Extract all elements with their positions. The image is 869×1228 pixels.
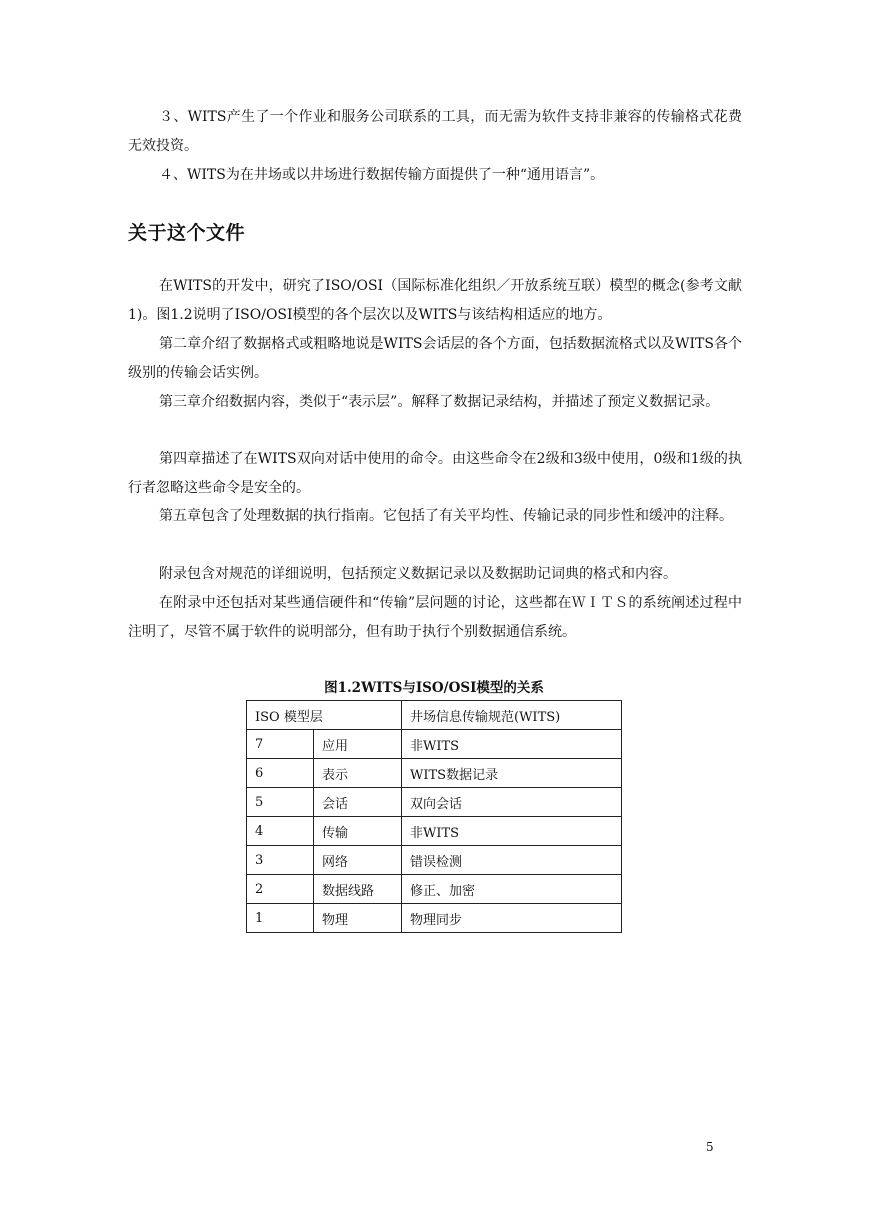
paragraph-item-3: ３、WITS产生了一个作业和服务公司联系的工具，而无需为软件支持非兼容的传输格式花费无效投资。 xyxy=(128,109,742,154)
layer-number: 3 xyxy=(247,846,314,875)
table-header-row xyxy=(247,701,622,730)
paragraph-item-4: ４、WITS为在井场或以井场进行数据传输方面提供了一种“通用语言”。 xyxy=(159,167,605,183)
table-caption: 图1.2WITS与ISO/OSI模型的关系 xyxy=(324,680,544,696)
layer-name: 数据线路 xyxy=(314,875,402,904)
paragraph-chapter-3: 第三章介绍数据内容，类似于“表示层”。解释了数据记录结构，并描述了预定义数据记录。 xyxy=(159,394,720,410)
layer-number: 2 xyxy=(247,875,314,904)
layer-name: 应用 xyxy=(314,730,402,759)
paragraph-chapter-2: 第二章介绍了数据格式或粗略地说是WITS会话层的各个方面，包括数据流格式以及WITS各个级别的传输会话实例。 xyxy=(128,336,742,381)
layer-name: 表示 xyxy=(314,759,402,788)
table-row xyxy=(247,788,622,817)
layer-number: 6 xyxy=(247,759,314,788)
layer-name: 物理 xyxy=(314,904,402,933)
wits-mapping: WITS数据记录 xyxy=(402,759,622,788)
layer-name: 会话 xyxy=(314,788,402,817)
header-wits: 井场信息传输规范(WITS) xyxy=(402,701,622,730)
layer-number: 1 xyxy=(247,904,314,933)
paragraph-chapter-4: 第四章描述了在WITS双向对话中使用的命令。由这些命令在2级和3级中使用，0级和1级的执行者忽略这些命令是安全的。 xyxy=(128,451,742,496)
layer-number: 5 xyxy=(247,788,314,817)
table-row xyxy=(247,904,622,933)
wits-mapping: 非WITS xyxy=(402,730,622,759)
table-row xyxy=(247,875,622,904)
header-iso-layer: ISO 模型层 xyxy=(247,701,402,730)
layer-number: 7 xyxy=(247,730,314,759)
paragraph-appendix-hardware: 在附录中还包括对某些通信硬件和“传输”层问题的讨论，这些都在ＷＩＴＳ的系统阐述过程中注明了，尽管不属于软件的说明部分，但有助于执行个别数据通信系统。 xyxy=(128,595,742,640)
paragraph-appendix: 附录包含对规范的详细说明，包括预定义数据记录以及数据助记词典的格式和内容。 xyxy=(159,566,677,582)
wits-mapping: 非WITS xyxy=(402,817,622,846)
wits-mapping: 修正、加密 xyxy=(402,875,622,904)
section-heading: 关于这个文件 xyxy=(128,222,246,244)
table-row xyxy=(247,817,622,846)
iso-wits-table xyxy=(246,700,622,933)
table-row xyxy=(247,730,622,759)
layer-number: 4 xyxy=(247,817,314,846)
wits-mapping: 物理同步 xyxy=(402,904,622,933)
layer-name: 网络 xyxy=(314,846,402,875)
layer-name: 传输 xyxy=(314,817,402,846)
table-row xyxy=(247,759,622,788)
table-row xyxy=(247,846,622,875)
page-number: 5 xyxy=(706,1140,714,1154)
wits-mapping: 错误检测 xyxy=(402,846,622,875)
wits-mapping: 双向会话 xyxy=(402,788,622,817)
paragraph-intro: 在WITS的开发中，研究了ISO/OSI（国际标准化组织／开放系统互联）模型的概念(参考文献1)。图1.2说明了ISO/OSI模型的各个层次以及WITS与该结构相适应的地方。 xyxy=(128,278,742,323)
paragraph-chapter-5: 第五章包含了处理数据的执行指南。它包括了有关平均性、传输记录的同步性和缓冲的注释。 xyxy=(159,508,733,524)
